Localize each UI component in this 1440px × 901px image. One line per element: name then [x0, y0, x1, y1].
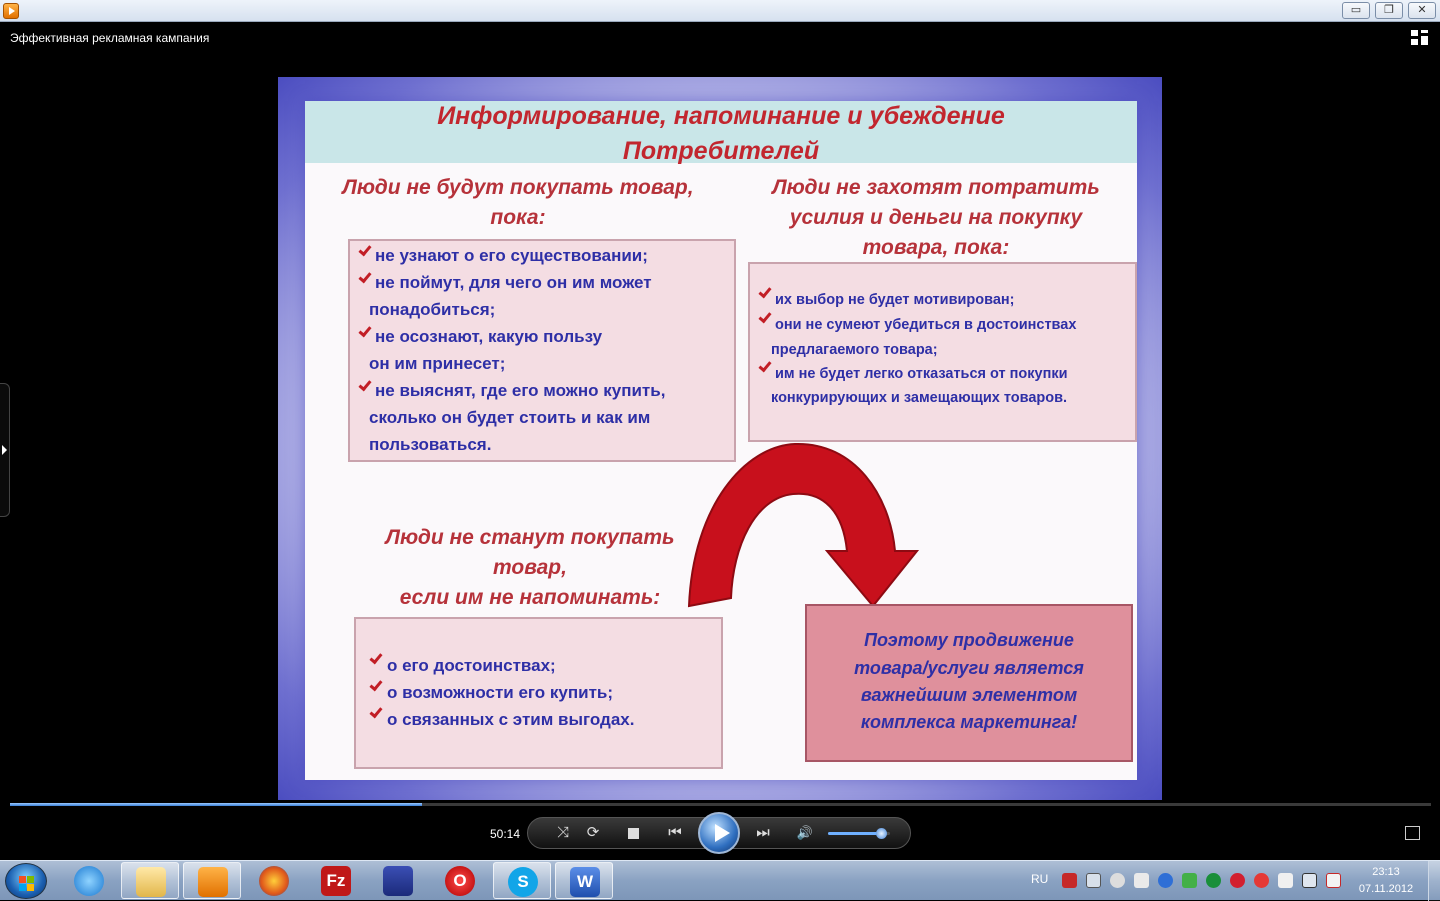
taskbar-word[interactable] — [555, 862, 613, 899]
left-bullet-line: не узнают о его существовании; — [375, 246, 648, 265]
slide-title-line1: Информирование, напоминание и убеждение — [437, 102, 1005, 130]
right-heading-line3: товара, пока: — [862, 236, 1010, 259]
next-button[interactable]: ⏭ — [756, 824, 770, 841]
check-icon — [369, 651, 382, 665]
side-panel-toggle[interactable] — [0, 383, 10, 517]
video-title: Эффективная рекламная кампания — [10, 31, 210, 45]
taskbar-firefox[interactable] — [245, 862, 303, 899]
right-bullets-box — [748, 262, 1137, 442]
left-bullet-line: понадобиться; — [369, 300, 496, 319]
filezilla-icon: Fz — [321, 866, 351, 896]
conclusion-line: важнейшим элементом — [860, 685, 1078, 705]
skype-icon: S — [508, 867, 538, 897]
minimize-button[interactable]: ▭ — [1342, 2, 1370, 19]
volume-slider-knob[interactable] — [876, 828, 887, 839]
antivirus-tray-icon[interactable] — [1062, 873, 1077, 888]
taskbar — [0, 860, 1440, 900]
right-bullet-line: они не сумеют убедиться в достоинствах — [775, 317, 1077, 333]
right-heading-line2: усилия и деньги на покупку — [789, 206, 1083, 229]
bottom-heading-line1: Люди не станут покупать — [385, 526, 675, 549]
windows-logo-icon — [27, 884, 34, 891]
check-icon — [358, 243, 371, 257]
start-button[interactable] — [5, 863, 47, 899]
bottom-heading-line3: если им не напоминать: — [399, 586, 661, 609]
show-desktop-button[interactable] — [1428, 861, 1440, 901]
check-tray-icon[interactable] — [1182, 873, 1197, 888]
window-title-bar[interactable] — [0, 0, 1440, 22]
globe-tray-icon[interactable] — [1158, 873, 1173, 888]
windows-logo-icon — [19, 884, 26, 891]
bottom-bullet-line: о возможности его купить; — [387, 683, 614, 702]
flash-tray-icon[interactable] — [1230, 873, 1245, 888]
video-frame[interactable] — [278, 77, 1162, 800]
taskbar-save-app[interactable] — [369, 862, 427, 899]
folder-icon — [136, 867, 166, 897]
check-icon — [758, 285, 771, 299]
mute-button[interactable]: 🔊 — [796, 825, 814, 840]
taskbar-filezilla[interactable] — [307, 862, 365, 899]
clock-date[interactable]: 07.11.2012 — [1358, 883, 1414, 895]
left-bullet-line: сколько он будет стоить и как им — [369, 408, 651, 427]
firefox-icon — [259, 866, 289, 896]
word-icon: W — [570, 867, 600, 897]
right-bullet-line: предлагаемого товара; — [771, 342, 938, 358]
action-center-tray-icon[interactable] — [1326, 873, 1341, 888]
media-player-icon — [198, 867, 228, 897]
conclusion-line: товара/услуги является — [854, 658, 1084, 678]
volume-tray-icon[interactable] — [1134, 873, 1149, 888]
fullscreen-toggle-icon[interactable] — [1405, 826, 1420, 840]
conclusion-line: Поэтому продвижение — [864, 630, 1074, 650]
left-bullet-line: не поймут, для чего он им может — [375, 273, 652, 292]
opera-icon: O — [445, 866, 475, 896]
stop-button[interactable] — [628, 828, 639, 839]
window-tray-icon[interactable] — [1086, 873, 1101, 888]
floppy-disk-icon — [383, 866, 413, 896]
left-heading-line1: Люди не будут покупать товар, — [342, 176, 694, 199]
right-bullet-line: конкурирующих и замещающих товаров. — [771, 390, 1068, 406]
opera-tray-icon[interactable] — [1254, 873, 1269, 888]
right-bullet-line: их выбор не будет мотивирован; — [775, 292, 1015, 308]
elapsed-time: 50:14 — [490, 827, 521, 841]
seek-bar-progress — [10, 803, 422, 806]
taskbar-skype[interactable] — [493, 862, 551, 899]
left-bullet-line: пользоваться. — [369, 435, 492, 454]
check-icon — [358, 378, 371, 392]
taskbar-opera[interactable] — [431, 862, 489, 899]
left-heading-line2: пока: — [490, 206, 546, 229]
repeat-button[interactable]: ⟳ — [586, 824, 600, 841]
check-icon — [369, 705, 382, 719]
tray-language-indicator[interactable]: RU — [1031, 872, 1049, 886]
slide-content — [305, 101, 1137, 780]
bottom-bullet-line: о его достоинствах; — [387, 656, 556, 675]
media-player-app-icon[interactable] — [3, 3, 19, 19]
seek-bar[interactable] — [10, 803, 1431, 806]
utorrent-tray-icon[interactable] — [1206, 873, 1221, 888]
left-bullet-line: не осознают, какую пользу — [375, 327, 603, 346]
play-button[interactable] — [698, 812, 740, 854]
curved-arrow-icon — [685, 436, 925, 616]
network-tray-icon[interactable] — [1110, 873, 1125, 888]
clock-time[interactable]: 23:13 — [1372, 866, 1400, 878]
internet-explorer-icon — [74, 866, 104, 896]
bottom-heading-line2: товар, — [493, 556, 567, 579]
taskbar-media-player[interactable] — [183, 862, 241, 899]
previous-button[interactable]: ⏮ — [668, 824, 682, 841]
check-icon — [358, 324, 371, 338]
right-bullet-line: им не будет легко отказаться от покупки — [775, 366, 1068, 382]
check-icon — [758, 310, 771, 324]
volume-slider-fill — [828, 832, 881, 835]
volume-slider[interactable] — [828, 832, 890, 835]
check-icon — [758, 359, 771, 373]
left-bullet-line: не выяснят, где его можно купить, — [375, 381, 666, 400]
bottom-bullet-line: о связанных с этим выгодах. — [387, 710, 635, 729]
right-heading-line1: Люди не захотят потратить — [772, 176, 1100, 199]
windows-logo-icon — [19, 876, 26, 883]
usb-tray-icon[interactable] — [1278, 873, 1293, 888]
check-icon — [369, 678, 382, 692]
shuffle-button[interactable]: ⤨ — [556, 824, 569, 841]
windows-logo-icon — [27, 876, 34, 883]
restore-button[interactable]: ❐ — [1375, 2, 1403, 19]
left-bullet-line: он им принесет; — [369, 354, 506, 373]
conclusion-box — [805, 604, 1133, 762]
close-button[interactable]: ✕ — [1408, 2, 1436, 19]
slide-title-line2: Потребителей — [622, 137, 820, 165]
left-bullets-box — [348, 239, 736, 462]
bottom-bullets-box — [354, 617, 723, 769]
display-tray-icon[interactable] — [1302, 873, 1317, 888]
switch-to-library-icon[interactable] — [1411, 30, 1428, 45]
taskbar-explorer[interactable] — [121, 862, 179, 899]
check-icon — [358, 270, 371, 284]
conclusion-line: комплекса маркетинга! — [860, 712, 1078, 732]
taskbar-internet-explorer[interactable] — [60, 862, 118, 899]
